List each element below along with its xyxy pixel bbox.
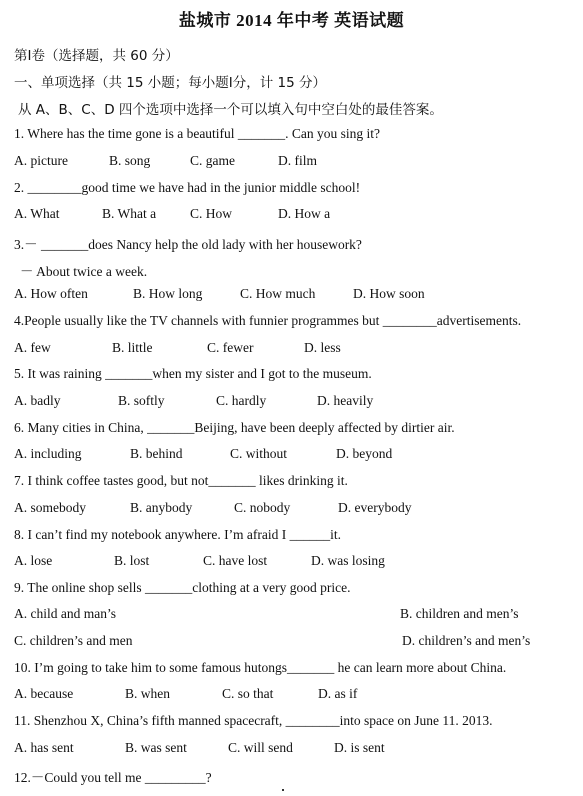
question-9-stem: 9. The online shop sells _______clothing at a very good price. <box>14 580 351 595</box>
question-11-stem: 11. Shenzhou X, China’s fifth manned spacecraft, ________into space on June 11. 2013. <box>14 713 493 728</box>
question-7-option-b: B. anybody <box>130 500 193 515</box>
question-2-stem: 2. ________good time we have had in the junior middle school! <box>14 180 361 195</box>
question-3-option-c: C. How much <box>240 286 316 301</box>
question-11-option-a: A. has sent <box>14 740 74 755</box>
question-10-option-d: D. as if <box>318 686 358 701</box>
question-3-answer-line: － About twice a week. <box>20 264 148 279</box>
question-8-stem: 8. I can’t find my notebook anywhere. I’m afraid I ______it. <box>14 527 342 542</box>
part-heading: 第Ⅰ卷（选择题，共 60 分） <box>14 48 179 64</box>
question-4-stem: 4.People usually like the TV channels with funnier programmes but ________advertisements. <box>14 313 522 328</box>
question-5-option-b: B. softly <box>118 393 165 408</box>
question-8-option-c: C. have lost <box>203 553 268 568</box>
instruction-text: 从 A、B、C、D 四个选项中选择一个可以填入句中空白处的最佳答案。 <box>18 102 443 118</box>
question-7-stem: 7. I think coffee tastes good, but not_______ likes drinking it. <box>14 473 348 488</box>
question-9-option-d: D. children’s and men’s <box>402 633 531 648</box>
question-7-option-a: A. somebody <box>14 500 86 515</box>
question-4-option-c: C. fewer <box>207 340 254 355</box>
question-3-stem: 3.－ _______does Nancy help the old lady with her housework? <box>14 237 362 252</box>
question-1-stem: 1. Where has the time gone is a beautiful _______. Can you sing it? <box>14 126 381 141</box>
question-6-stem: 6. Many cities in China, _______Beijing, have been deeply affected by dirtier air. <box>14 420 455 435</box>
question-10-option-a: A. because <box>14 686 74 701</box>
question-5-option-c: C. hardly <box>216 393 267 408</box>
question-9-option-b: B. children and men’s <box>400 606 519 621</box>
question-3-option-d: D. How soon <box>353 286 425 301</box>
question-2-option-a: A. What <box>14 206 60 221</box>
question-11-option-d: D. is sent <box>334 740 385 755</box>
question-1-option-c: C. game <box>190 153 235 168</box>
question-6-option-b: B. behind <box>130 446 183 461</box>
question-2-option-c: C. How <box>190 206 233 221</box>
question-11-option-c: C. will send <box>228 740 293 755</box>
question-5-stem: 5. It was raining _______when my sister and I got to the museum. <box>14 366 372 381</box>
question-4-option-d: D. less <box>304 340 341 355</box>
question-8-option-d: D. was losing <box>311 553 385 568</box>
question-10-option-b: B. when <box>125 686 170 701</box>
question-5-option-a: A. badly <box>14 393 61 408</box>
question-7-option-c: C. nobody <box>234 500 291 515</box>
question-4-option-a: A. few <box>14 340 51 355</box>
question-12-stem: 12.－Could you tell me _________? <box>14 770 212 785</box>
question-1-option-b: B. song <box>109 153 151 168</box>
text-cursor-mark <box>282 789 284 791</box>
question-6-option-d: D. beyond <box>336 446 393 461</box>
question-3-option-b: B. How long <box>133 286 203 301</box>
section-heading: 一、单项选择（共 15 小题；每小题Ⅰ分，计 15 分） <box>14 75 327 91</box>
question-11-option-b: B. was sent <box>125 740 187 755</box>
question-8-option-b: B. lost <box>114 553 150 568</box>
question-9-option-c: C. children’s and men <box>14 633 133 648</box>
question-5-option-d: D. heavily <box>317 393 374 408</box>
question-2-option-d: D. How a <box>278 206 331 221</box>
question-3-option-a: A. How often <box>14 286 88 301</box>
question-9-option-a: A. child and man’s <box>14 606 116 621</box>
question-6-option-a: A. including <box>14 446 82 461</box>
question-1-option-d: D. film <box>278 153 317 168</box>
exam-title: 盐城市 2014 年中考 英语试题 <box>178 11 405 30</box>
question-10-option-c: C. so that <box>222 686 274 701</box>
question-7-option-d: D. everybody <box>338 500 412 515</box>
question-6-option-c: C. without <box>230 446 288 461</box>
question-2-option-b: B. What a <box>102 206 157 221</box>
question-10-stem: 10. I’m going to take him to some famous hutongs_______ he can learn more about China. <box>14 660 507 675</box>
question-1-option-a: A. picture <box>14 153 68 168</box>
question-8-option-a: A. lose <box>14 553 53 568</box>
question-4-option-b: B. little <box>112 340 153 355</box>
